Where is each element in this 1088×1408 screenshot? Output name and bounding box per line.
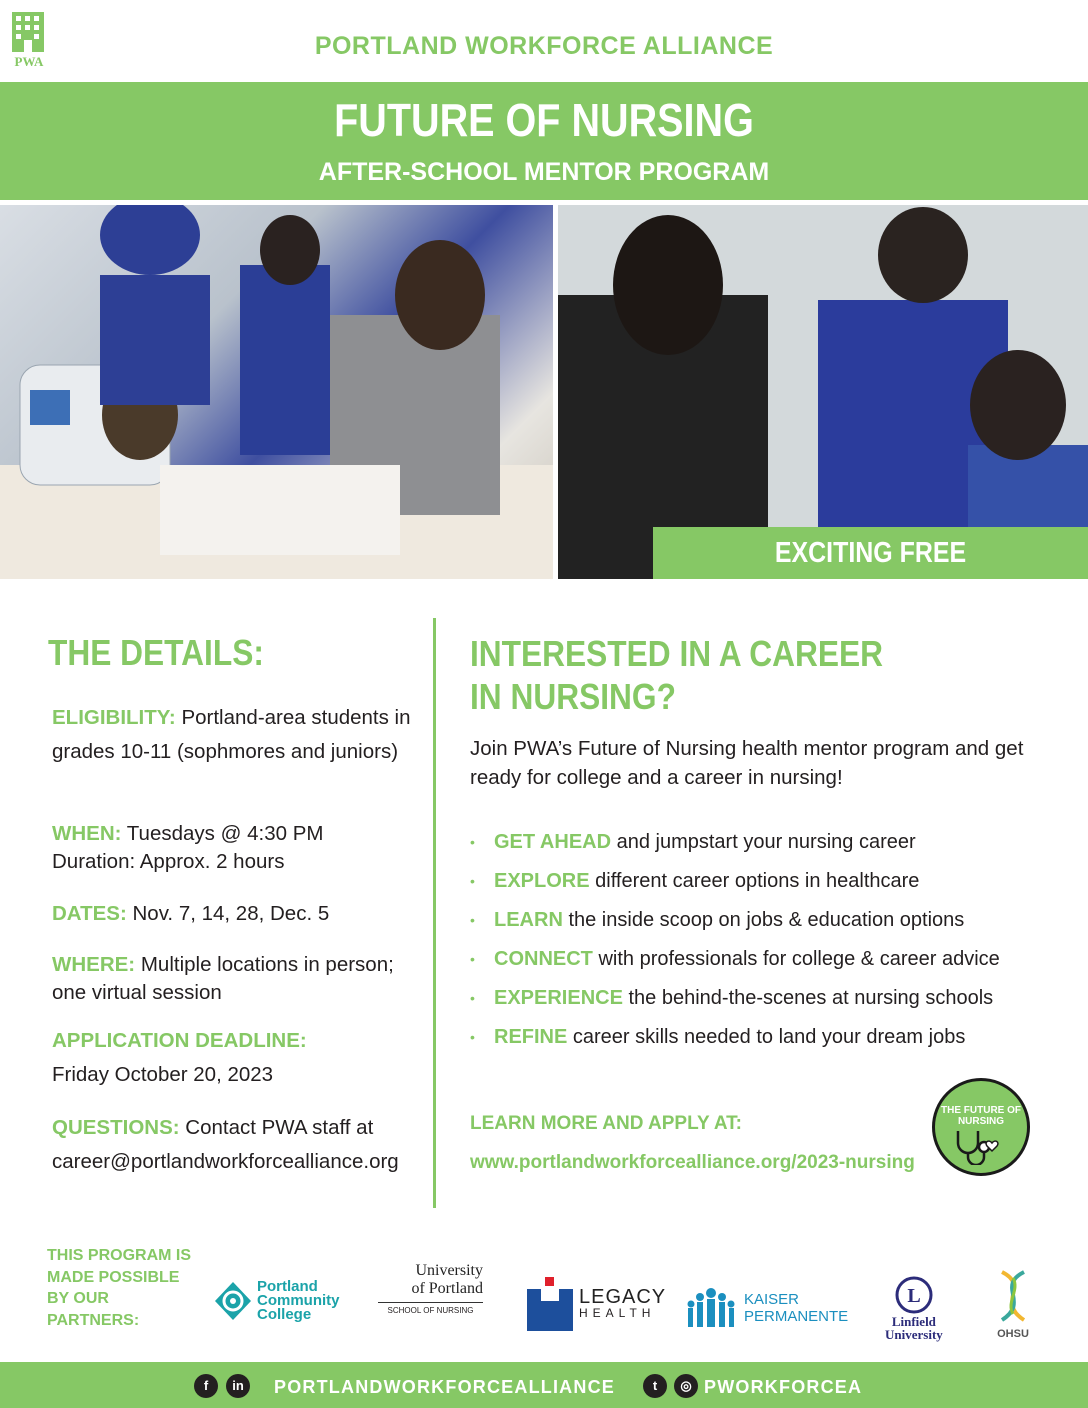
ohsu-name: OHSU bbox=[997, 1328, 1029, 1340]
page-subtitle: AFTER-SCHOOL MENTOR PROGRAM bbox=[318, 158, 770, 186]
instagram-icon[interactable]: ◎ bbox=[674, 1374, 698, 1398]
career-intro: Join PWA’s Future of Nursing health mentor program and get ready for college and a career in nursing! bbox=[470, 737, 1024, 789]
kaiser-people-icon bbox=[686, 1287, 736, 1329]
uop-school: SCHOOL OF NURSING bbox=[378, 1302, 483, 1315]
dates-label: DATES: bbox=[52, 902, 127, 925]
pcc-logo bbox=[214, 1280, 357, 1322]
when-text: Tuesdays @ 4:30 PM bbox=[121, 822, 324, 845]
dates-block bbox=[52, 900, 422, 928]
bullet-keyword: REFINE bbox=[494, 1026, 568, 1048]
learn-more-label: LEARN MORE AND APPLY AT: bbox=[470, 1113, 743, 1134]
contact-email-link[interactable]: career@portlandworkforcealliance.org bbox=[52, 1150, 399, 1173]
linkedin-icon[interactable]: in bbox=[226, 1374, 250, 1398]
details-heading: THE DETAILS: bbox=[48, 632, 264, 673]
benefits-list bbox=[470, 828, 1080, 1062]
bullet-keyword: CONNECT bbox=[494, 948, 593, 970]
questions-block bbox=[52, 1111, 432, 1179]
deadline-block bbox=[52, 1024, 422, 1092]
when-block bbox=[52, 820, 422, 876]
list-item bbox=[470, 867, 1080, 906]
pcc-emblem-icon bbox=[214, 1281, 252, 1321]
bullet-text: the inside scoop on jobs & education options bbox=[562, 909, 965, 931]
where-block bbox=[52, 951, 422, 1007]
bullet-keyword: LEARN bbox=[494, 909, 563, 931]
list-item bbox=[470, 1023, 1080, 1062]
uop-line1: University bbox=[415, 1262, 483, 1279]
linfield-line2: University bbox=[885, 1327, 943, 1342]
when-label: WHEN: bbox=[52, 822, 122, 845]
legacy-cross-icon bbox=[527, 1277, 573, 1331]
where-label: WHERE: bbox=[52, 953, 136, 976]
duration-text: Duration: Approx. 2 hours bbox=[52, 850, 285, 873]
deadline-text: Friday October 20, 2023 bbox=[52, 1063, 274, 1086]
free-opportunity-callout bbox=[653, 527, 1088, 621]
hero-photo-stethoscope bbox=[558, 205, 1088, 579]
ohsu-logo bbox=[990, 1268, 1036, 1340]
stethoscope-icon bbox=[946, 1129, 1016, 1165]
footer-social-handle[interactable]: PWORKFORCEA bbox=[704, 1377, 863, 1397]
list-item bbox=[470, 945, 1080, 984]
bullet-keyword: EXPERIENCE bbox=[494, 987, 623, 1009]
org-name: PORTLAND WORKFORCE ALLIANCE bbox=[314, 32, 774, 60]
dates-text: Nov. 7, 14, 28, Dec. 5 bbox=[126, 902, 330, 925]
kaiser-line2: PERMANENTE bbox=[744, 1308, 849, 1325]
deadline-label: APPLICATION DEADLINE: bbox=[52, 1029, 307, 1052]
linfield-crest-icon bbox=[891, 1275, 937, 1315]
badge-text: THE FUTURE OF NURSING bbox=[941, 1105, 1021, 1127]
hero-photo-simulation-lab bbox=[0, 205, 553, 579]
list-item bbox=[470, 906, 1080, 945]
questions-label: QUESTIONS: bbox=[52, 1116, 180, 1139]
future-of-nursing-badge bbox=[932, 1078, 1030, 1176]
partners-label: THIS PROGRAM IS MADE POSSIBLE BY OUR PARTNERS: bbox=[47, 1247, 192, 1329]
ohsu-helix-icon bbox=[990, 1268, 1036, 1328]
legacy-name: LEGACY bbox=[579, 1286, 667, 1308]
university-of-portland-logo bbox=[378, 1262, 483, 1315]
legacy-health-logo bbox=[527, 1277, 666, 1331]
bullet-text: and jumpstart your nursing career bbox=[611, 831, 916, 853]
apply-url-link[interactable]: www.portlandworkforcealliance.org/2023-nursing bbox=[470, 1152, 915, 1173]
career-heading: INTERESTED IN A CAREER IN NURSING? bbox=[470, 633, 884, 717]
list-item bbox=[470, 984, 1080, 1023]
where-text: Multiple locations in person; one virtual session bbox=[52, 953, 394, 1004]
twitter-icon[interactable]: t bbox=[643, 1374, 667, 1398]
questions-text: Contact PWA staff at bbox=[179, 1116, 374, 1139]
facebook-icon[interactable]: f bbox=[194, 1374, 218, 1398]
bullet-text: different career options in healthcare bbox=[589, 870, 920, 892]
logo-text: PWA bbox=[14, 54, 44, 69]
bullet-keyword: GET AHEAD bbox=[494, 831, 612, 853]
uop-line2: of Portland bbox=[411, 1280, 483, 1297]
kaiser-permanente-logo bbox=[686, 1287, 848, 1329]
svg-text:L: L bbox=[907, 1285, 921, 1307]
legacy-sub: HEALTH bbox=[579, 1306, 656, 1320]
linfield-line1: Linfield bbox=[891, 1314, 936, 1329]
bullet-text: career skills needed to land your dream jobs bbox=[567, 1026, 966, 1048]
footer-website[interactable]: PORTLANDWORKFORCEALLIANCE bbox=[274, 1377, 615, 1397]
eligibility-text: Portland-area students in grades 10-11 (sophmores and juniors) bbox=[52, 706, 411, 763]
page-title: FUTURE OF NURSING bbox=[334, 94, 754, 146]
bullet-text: the behind-the-scenes at nursing schools bbox=[622, 987, 994, 1009]
pcc-name: Portland Community College bbox=[257, 1278, 340, 1323]
linfield-university-logo bbox=[885, 1275, 943, 1341]
bullet-text: with professionals for college & career advice bbox=[592, 948, 1000, 970]
column-divider bbox=[433, 618, 436, 1208]
list-item bbox=[470, 828, 1080, 867]
free-opportunity-text: EXCITING FREE OPPORTUNITY! bbox=[774, 537, 967, 621]
eligibility-block bbox=[52, 701, 422, 769]
bullet-keyword: EXPLORE bbox=[494, 870, 590, 892]
kaiser-line1: KAISER bbox=[744, 1291, 800, 1308]
eligibility-label: ELIGIBILITY: bbox=[52, 706, 176, 729]
